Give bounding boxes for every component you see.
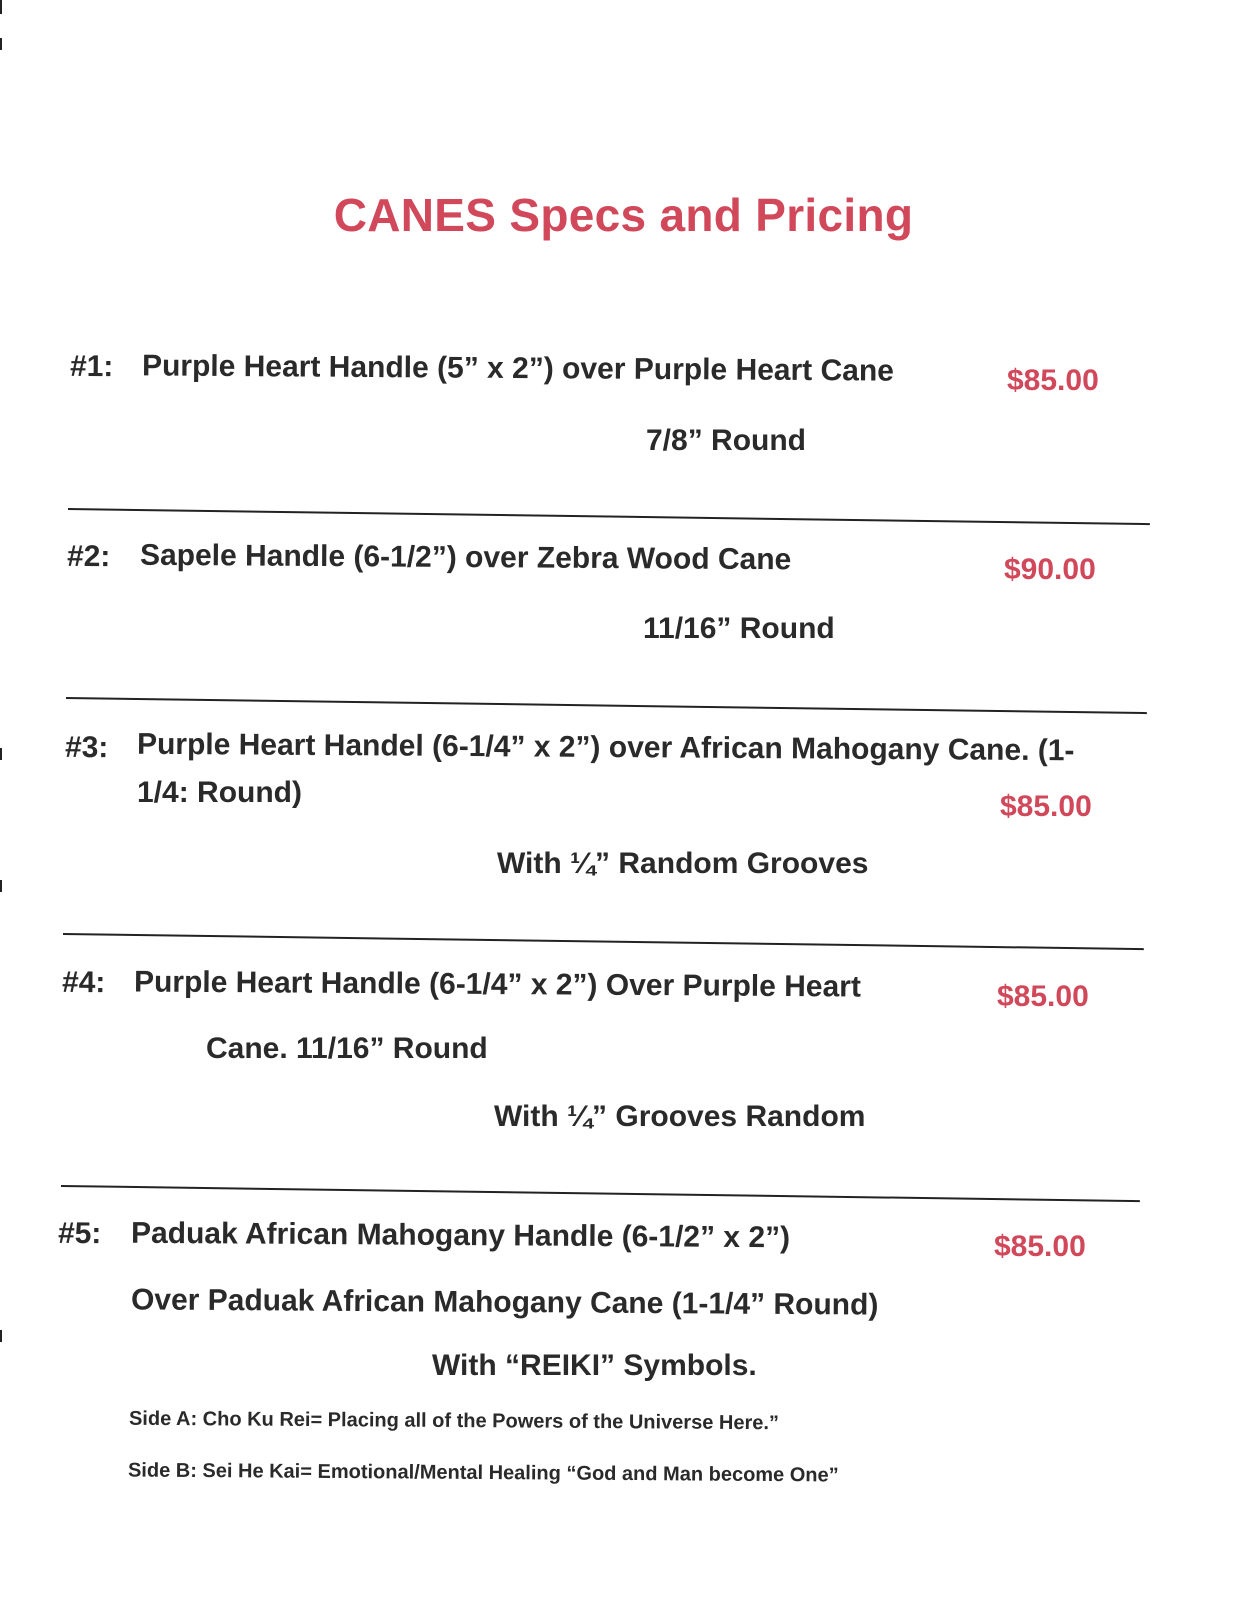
item-detail: With “REIKI” Symbols. xyxy=(432,1349,757,1382)
side-b-note: Side B: Sei He Kai= Emotional/Mental Healing “God and Man become One” xyxy=(127,1459,839,1487)
item-number: #1: xyxy=(69,349,114,384)
side-a-note: Side A: Cho Ku Rei= Placing all of the Powers of the Universe Here.” xyxy=(128,1407,780,1435)
scan-edge-mark xyxy=(0,1330,2,1342)
scan-edge-mark xyxy=(0,0,2,14)
item-price: $85.00 xyxy=(1007,364,1099,397)
item-dimension: 11/16” Round xyxy=(643,612,835,645)
section-divider xyxy=(66,697,1147,714)
item-number: #4: xyxy=(61,965,106,1000)
item-description-cont: Over Paduak African Mahogany Cane (1-1/4” Round) xyxy=(130,1283,879,1322)
scan-edge-mark xyxy=(0,748,2,760)
scan-edge-mark xyxy=(0,880,2,892)
item-description: Purple Heart Handle (5” x 2”) over Purple Heart Cane xyxy=(141,349,895,388)
item-price: $85.00 xyxy=(997,980,1089,1013)
item-price: $85.00 xyxy=(1000,790,1092,823)
section-divider xyxy=(68,508,1150,525)
section-divider xyxy=(63,933,1144,950)
item-number: #5: xyxy=(57,1216,102,1251)
item-description: Purple Heart Handel (6-1/4” x 2”) over African Mahogany Cane. (1- xyxy=(136,727,1075,768)
page-title: CANES Specs and Pricing xyxy=(333,189,914,241)
item-dimension: 7/8” Round xyxy=(646,424,807,457)
item-description: Paduak African Mahogany Handle (6-1/2” x 2”) xyxy=(130,1216,791,1255)
scan-edge-mark xyxy=(0,38,2,50)
item-detail: With ¼” Random Grooves xyxy=(497,847,869,880)
item-description-cont: 1/4: Round) xyxy=(137,776,302,809)
item-price: $85.00 xyxy=(994,1230,1086,1263)
item-description: Sapele Handle (6-1/2”) over Zebra Wood Cane xyxy=(139,538,792,577)
item-description-cont: Cane. 11/16” Round xyxy=(206,1032,488,1065)
item-description: Purple Heart Handle (6-1/4” x 2”) Over Purple Heart xyxy=(133,965,862,1004)
item-number: #3: xyxy=(64,730,109,765)
item-detail: With ¼” Grooves Random xyxy=(494,1100,866,1133)
section-divider xyxy=(61,1185,1140,1202)
item-number: #2: xyxy=(66,539,111,574)
item-price: $90.00 xyxy=(1004,553,1096,586)
